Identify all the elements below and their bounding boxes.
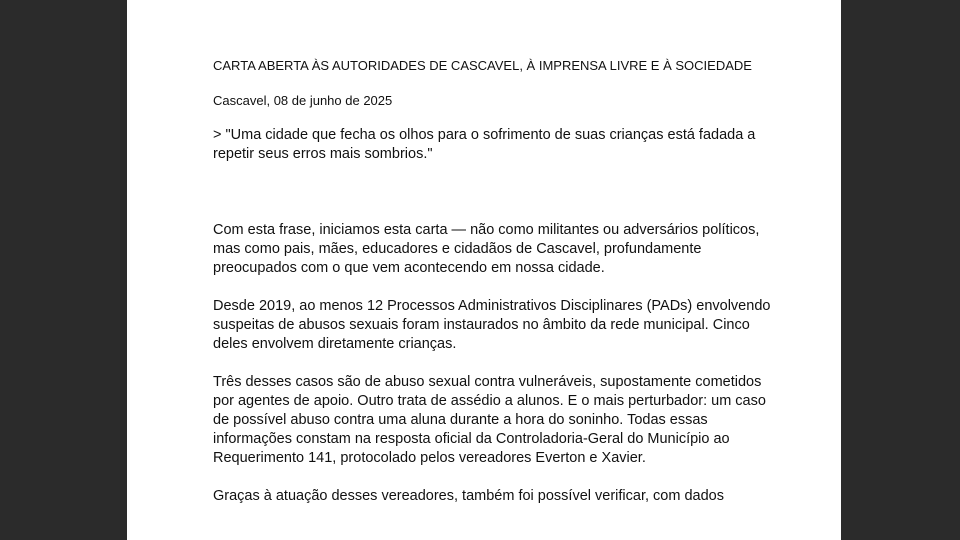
paragraph: Graças à atuação desses vereadores, também foi possível verificar, com dados bbox=[213, 488, 724, 504]
document-page bbox=[127, 0, 841, 540]
letter-quote: > "Uma cidade que fecha os olhos para o sofrimento de suas crianças está fadada a repetir seus erros mais sombrios." bbox=[213, 127, 756, 162]
letter-date: Cascavel, 08 de junho de 2025 bbox=[213, 93, 393, 108]
document-content bbox=[213, 57, 773, 506]
letter-title: CARTA ABERTA ÀS AUTORIDADES DE CASCAVEL, À IMPRENSA LIVRE E À SOCIEDADE bbox=[213, 58, 752, 73]
paragraph: Desde 2019, ao menos 12 Processos Administrativos Disciplinares (PADs) envolvendo suspeitas de abusos sexuais foram instaurados no âmbito da rede municipal. Cinco deles envolvem diretamente crianças. bbox=[213, 298, 771, 352]
paragraph: Com esta frase, iniciamos esta carta — não como militantes ou adversários políticos, mas como pais, mães, educadores e cidadãos de Cascavel, profundamente preocupados com o que vem acontecendo em nossa cidade. bbox=[213, 222, 760, 276]
paragraph: Três desses casos são de abuso sexual contra vulneráveis, supostamente cometidos por agentes de apoio. Outro trata de assédio a alunos. E o mais perturbador: um caso de possível abuso contra uma aluna durante a hora do soninho. Todas essas informações constam na resposta oficial da Controladoria-Geral do Município ao Requerimento 141, protocolado pelos vereadores Everton e Xavier. bbox=[213, 374, 766, 466]
